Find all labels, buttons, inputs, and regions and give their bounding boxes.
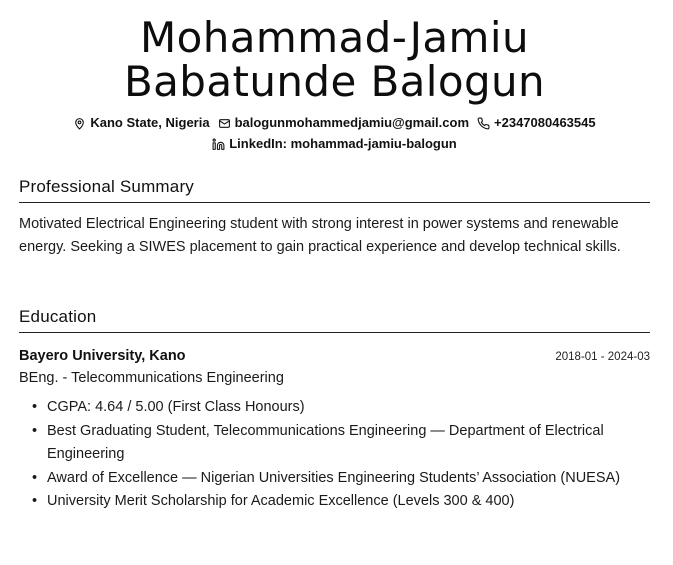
email-link[interactable]: balogunmohammedjamiu@gmail.com (234, 115, 470, 130)
summary-section (19, 177, 650, 259)
phone-icon (477, 117, 490, 130)
education-entry-header (19, 345, 650, 367)
contact-linkedin[interactable] (212, 135, 457, 153)
achievement-text: University Merit Scholarship for Academic Excellence (Levels 300 & 400) (47, 493, 515, 509)
education-section (19, 307, 650, 514)
summary-text: Motivated Electrical Engineering student with strong interest in power systems and renewable energy. Seeking a SIWES placement to gain practical experience and develop technical skills. (19, 216, 621, 255)
bullet-icon: • (32, 422, 38, 439)
school-name: Bayero University, Kano (19, 348, 186, 364)
bullet-icon: • (32, 493, 38, 509)
achievement-text: Award of Excellence — Nigerian Universities Engineering Students’ Association (NUESA) (47, 469, 621, 486)
contact-row-linkedin (19, 135, 650, 153)
contact-phone[interactable] (477, 114, 596, 132)
education-achievements-list (19, 396, 650, 514)
linkedin-icon (212, 138, 225, 151)
contact-row (19, 114, 650, 132)
education-dates: 2018-01 - 2024-03 (555, 351, 650, 363)
list-item (32, 490, 650, 514)
map-pin-icon (73, 117, 86, 130)
bullet-icon: • (32, 469, 38, 486)
list-item (32, 467, 650, 491)
education-heading: Education (19, 307, 650, 333)
phone-text[interactable]: +2347080463545 (494, 115, 596, 130)
location-text: Kano State, Nigeria (90, 115, 210, 130)
candidate-name: Mohammad-Jamiu Babatunde Balogun (123, 13, 546, 106)
achievement-text: CGPA: 4.64 / 5.00 (First Class Honours) (47, 399, 305, 415)
contact-location (73, 114, 209, 132)
linkedin-link[interactable]: LinkedIn: mohammad-jamiu-balogun (229, 136, 457, 151)
resume-page (19, 0, 650, 514)
mail-icon (218, 117, 231, 130)
list-item (32, 396, 650, 420)
degree-title: BEng. - Telecommunications Engineering (19, 370, 284, 386)
bullet-icon: • (32, 399, 38, 415)
achievement-text: Best Graduating Student, Telecommunications Engineering — Department of Electrical Engineering (47, 422, 604, 462)
summary-heading: Professional Summary (19, 177, 650, 203)
list-item (32, 420, 650, 467)
contact-email[interactable] (218, 114, 469, 132)
